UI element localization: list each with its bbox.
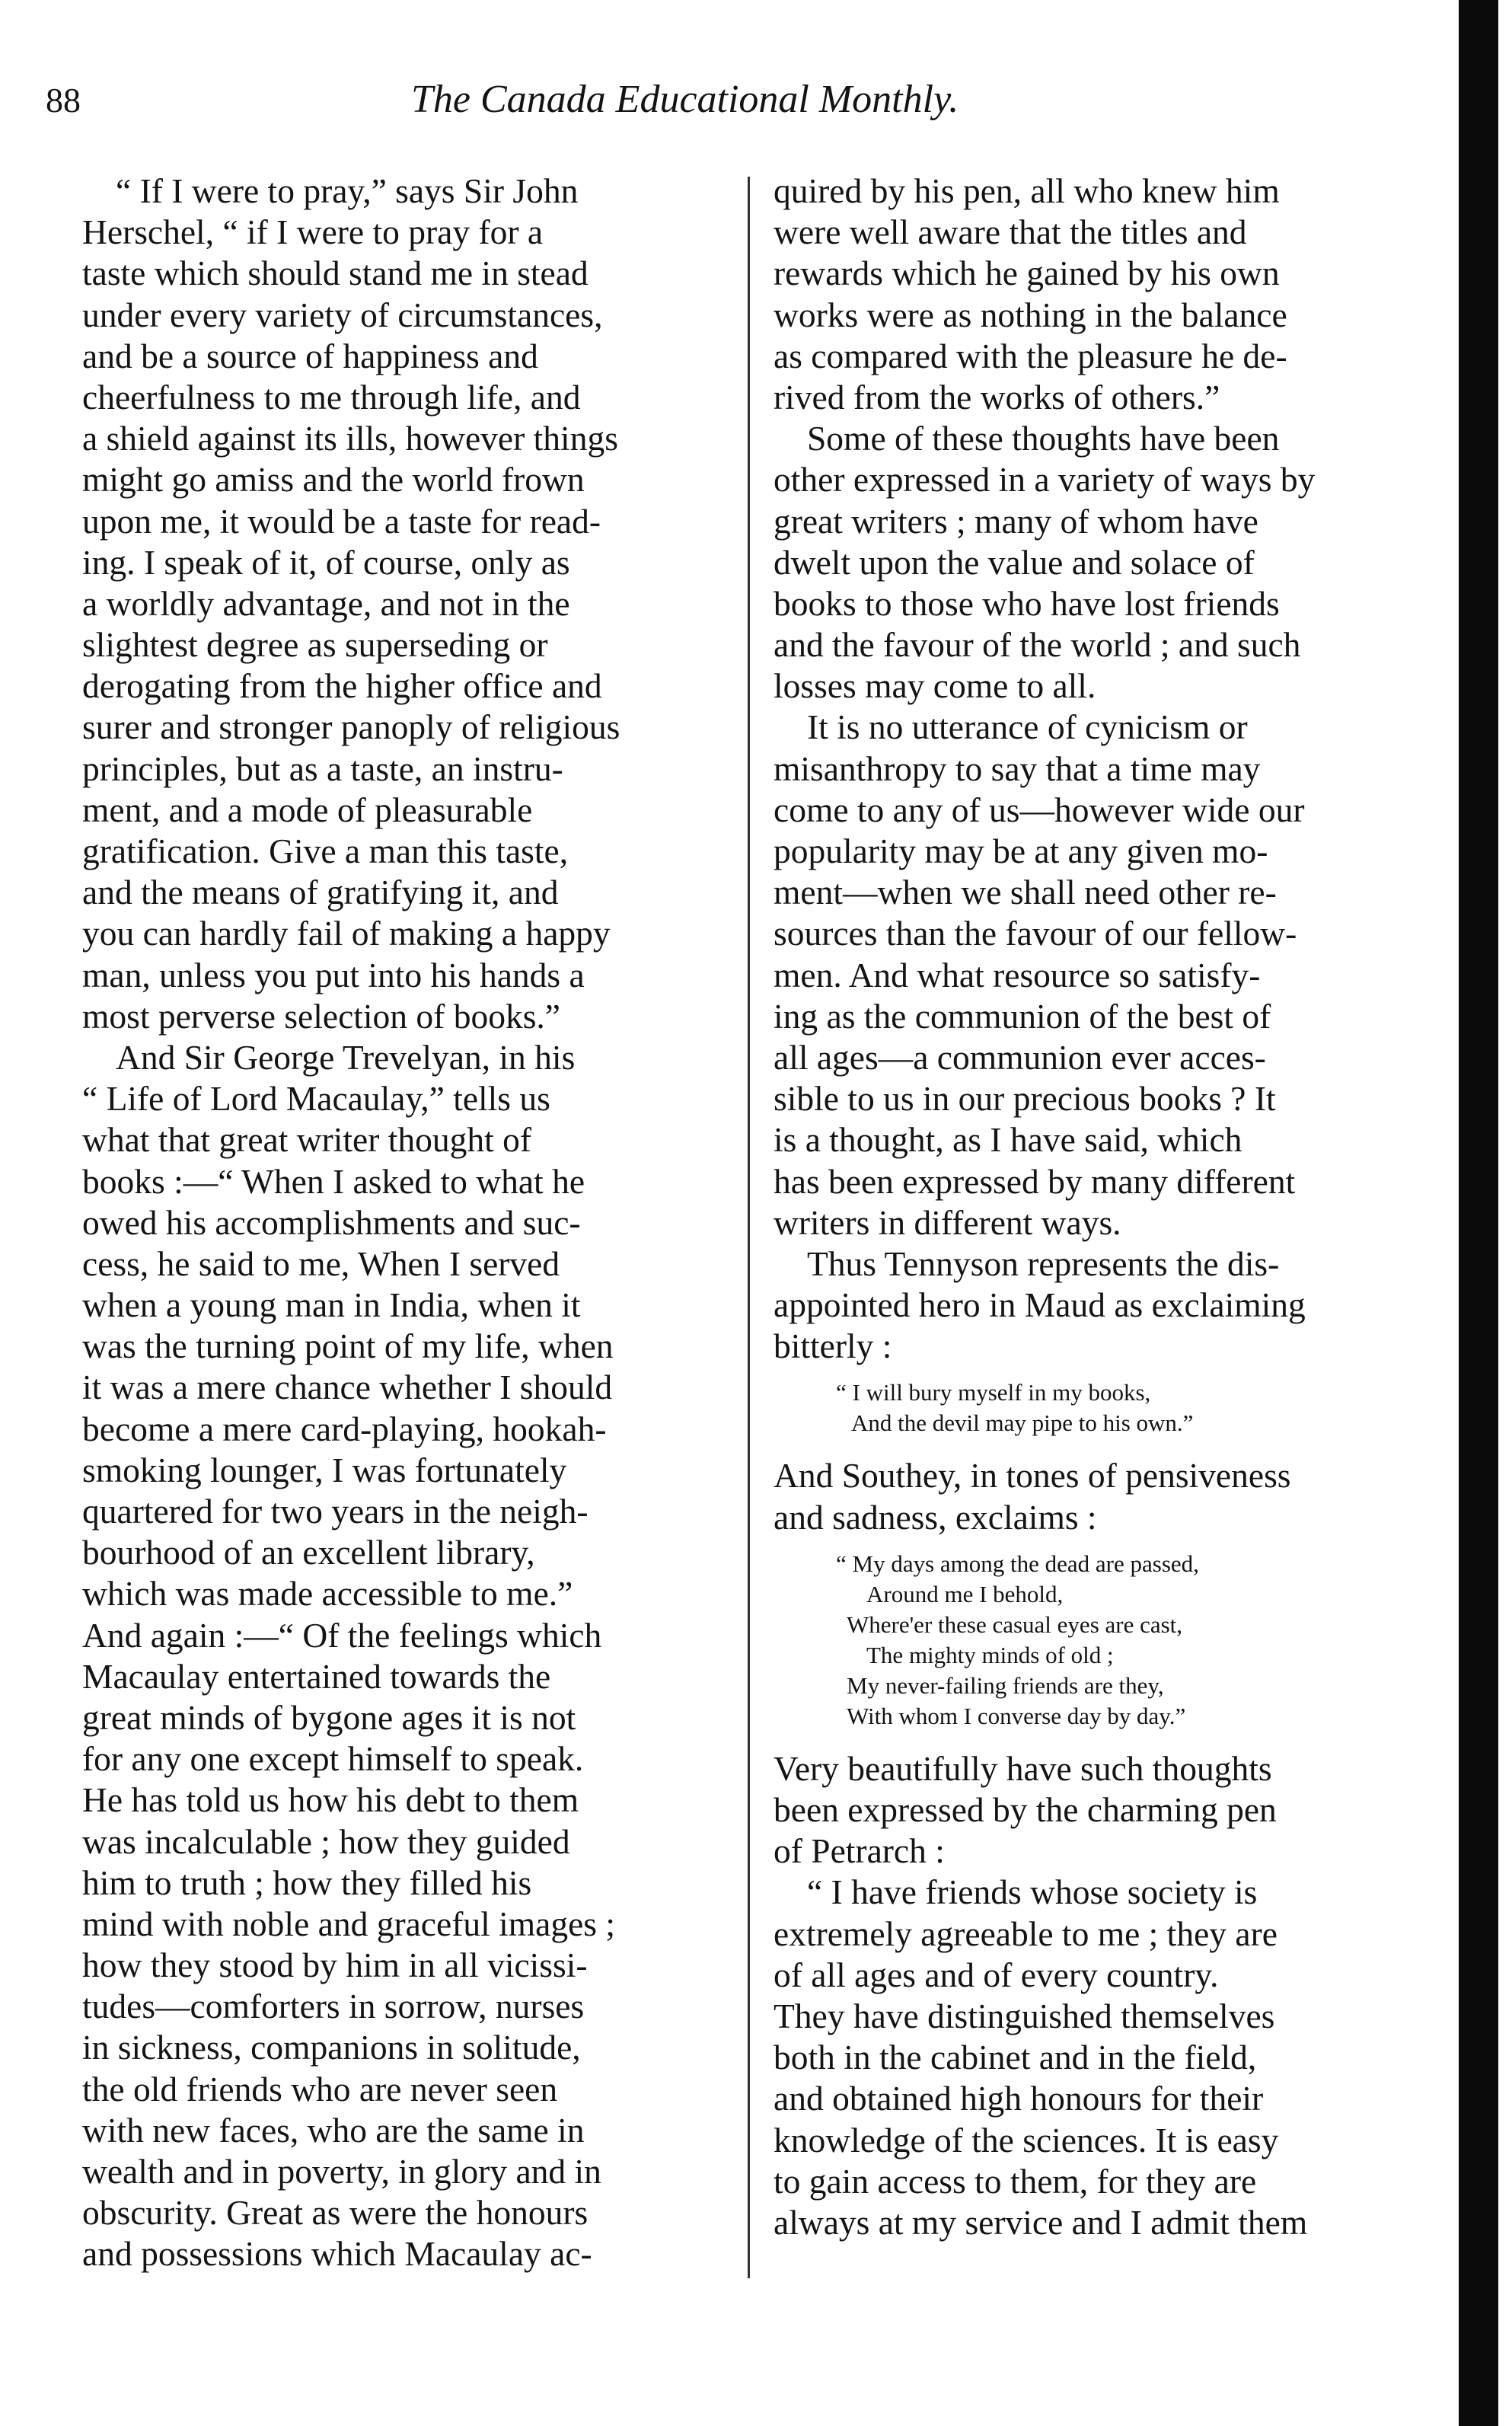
text-line: tudes—comforters in sorrow, nurses [82, 1987, 585, 2026]
text-line: always at my service and I admit them [774, 2202, 1308, 2242]
text-line: books to those who have lost friends [774, 583, 1280, 623]
text-line: how they stood by him in all vicissi- [82, 1946, 588, 1985]
text-line: was the turning point of my life, when [82, 1326, 614, 1366]
text-line: all ages—a communion ever acces- [774, 1037, 1266, 1077]
southey-verse [774, 1549, 1413, 1732]
running-head: The Canada Educational Monthly. [411, 78, 959, 121]
text-line: ing as the communion of the best of [774, 996, 1271, 1036]
verse-line: Where'er these casual eyes are cast, [847, 1610, 1183, 1638]
text-line: bourhood of an excellent library, [82, 1533, 535, 1572]
text-line: slightest degree as superseding or [82, 625, 548, 665]
text-line: books :—“ When I asked to what he [82, 1161, 585, 1201]
tennyson-verse [774, 1377, 1413, 1438]
text-line: Thus Tennyson represents the dis- [807, 1243, 1280, 1283]
text-line: gratification. Give a man this taste, [82, 832, 569, 870]
text-line: great writers ; many of whom have [774, 501, 1258, 541]
text-line: been expressed by the charming pen [774, 1790, 1277, 1829]
text-line: and possessions which Macaulay ac- [82, 2234, 592, 2274]
text-line: great minds of bygone ages it is not [82, 1697, 576, 1737]
verse-line: “ I will bury myself in my books, [836, 1379, 1151, 1406]
text-line: And again :—“ Of the feelings which [82, 1615, 602, 1655]
text-line: obscurity. Great as were the honours [82, 2193, 589, 2233]
text-line: extremely agreeable to me ; they are [774, 1914, 1278, 1953]
text-line: for any one except himself to speak. [82, 1739, 584, 1779]
verse-line: “ My days among the dead are passed, [836, 1550, 1199, 1577]
text-line: other expressed in a variety of ways by [774, 460, 1316, 500]
text-line: It is no utterance of cynicism or [807, 707, 1248, 747]
text-line: men. And what resource so satisfy- [774, 955, 1261, 994]
text-line: smoking lounger, I was fortunately [82, 1450, 567, 1489]
text-line: in sickness, companions in solitude, [82, 2028, 581, 2067]
text-line: bitterly : [774, 1326, 892, 1366]
text-line: might go amiss and the world frown [82, 460, 585, 500]
text-line: taste which should stand me in stead [82, 254, 589, 293]
text-line: become a mere card-playing, hookah- [82, 1409, 607, 1448]
text-line: were well aware that the titles and [774, 212, 1247, 252]
text-line: They have distinguished themselves [774, 1996, 1275, 2035]
text-line: Macaulay entertained towards the [82, 1656, 551, 1696]
scan-edge-bar [1459, 0, 1498, 2426]
text-line: quired by his pen, all who knew him [774, 171, 1280, 210]
verse-line: And the devil may pipe to his own.” [851, 1409, 1194, 1437]
text-line: upon me, it would be a taste for read- [82, 501, 601, 541]
text-line: to gain access to them, for they are [774, 2161, 1257, 2201]
text-line: is a thought, as I have said, which [774, 1120, 1242, 1160]
verse-line: Around me I behold, [866, 1580, 1064, 1607]
text-line: a shield against its ills, however things [82, 419, 618, 458]
text-line: which was made accessible to me.” [82, 1574, 573, 1614]
text-line: Herschel, “ if I were to pray for a [82, 212, 544, 252]
verse-line: With whom I converse day by day.” [847, 1702, 1186, 1729]
text-line: mind with noble and graceful images ; [82, 1904, 616, 1943]
text-line: both in the cabinet and in the field, [774, 2038, 1257, 2077]
text-line: was incalculable ; how they guided [82, 1821, 570, 1861]
verse-line: The mighty minds of old ; [866, 1641, 1114, 1668]
text-line: wealth and in poverty, in glory and in [82, 2152, 601, 2191]
text-line: as compared with the pleasure he de- [774, 336, 1287, 375]
text-line: ment—when we shall need other re- [774, 873, 1277, 912]
text-line: popularity may be at any given mo- [774, 832, 1268, 870]
text-line: come to any of us—however wide our [774, 790, 1305, 829]
text-line: most perverse selection of books.” [82, 996, 560, 1036]
text-line: has been expressed by many different [774, 1161, 1296, 1201]
text-line: when a young man in India, when it [82, 1285, 581, 1325]
page-number: 88 [46, 81, 81, 120]
text-line: cheerfulness to me through life, and [82, 377, 581, 417]
text-line: the old friends who are never seen [82, 2069, 558, 2108]
text-line: derogating from the higher office and [82, 666, 602, 706]
text-line: quartered for two years in the neigh- [82, 1492, 589, 1531]
text-line: a worldly advantage, and not in the [82, 583, 570, 623]
text-line: He has told us how his debt to them [82, 1780, 579, 1820]
text-line: you can hardly fail of making a happy [82, 914, 611, 953]
text-line: rewards which he gained by his own [774, 254, 1280, 293]
text-line: and the favour of the world ; and such [774, 625, 1301, 665]
text-line: and obtained high honours for their [774, 2079, 1264, 2118]
text-line: surer and stronger panoply of religious [82, 707, 620, 747]
text-line: of Petrarch : [774, 1831, 945, 1871]
text-line: And Southey, in tones of pensiveness [774, 1456, 1291, 1496]
text-line: with new faces, who are the same in [82, 2110, 585, 2150]
text-line: and be a source of happiness and [82, 336, 538, 375]
text-line: “ If I were to pray,” says Sir John [116, 171, 579, 210]
text-line: it was a mere chance whether I should [82, 1368, 613, 1407]
text-line: “ Life of Lord Macaulay,” tells us [82, 1079, 550, 1119]
text-line: sources than the favour of our fellow- [774, 914, 1297, 953]
text-line: misanthropy to say that a time may [774, 749, 1261, 788]
text-line: him to truth ; how they filled his [82, 1863, 532, 1902]
text-line: of all ages and of every country. [774, 1955, 1219, 1994]
text-line: cess, he said to me, When I served [82, 1243, 560, 1283]
text-line: knowledge of the sciences. It is easy [774, 2120, 1279, 2159]
text-line: dwelt upon the value and solace of [774, 542, 1255, 582]
text-line: man, unless you put into his hands a [82, 955, 585, 994]
column-rule [748, 177, 750, 2278]
text-line: rived from the works of others.” [774, 377, 1220, 417]
text-line: ing. I speak of it, of course, only as [82, 542, 570, 582]
text-line: losses may come to all. [774, 666, 1096, 706]
text-line: works were as nothing in the balance [774, 295, 1287, 334]
text-line: “ I have friends whose society is [807, 1872, 1258, 1912]
text-line: and sadness, exclaims : [774, 1497, 1097, 1537]
text-line: And Sir George Trevelyan, in his [116, 1037, 576, 1077]
verse-line: My never-failing friends are they, [847, 1671, 1164, 1699]
text-line: under every variety of circumstances, [82, 295, 603, 334]
left-column [82, 171, 726, 2275]
text-line: Some of these thoughts have been [807, 419, 1280, 458]
text-line: appointed hero in Maud as exclaiming [774, 1285, 1306, 1325]
text-line: what that great writer thought of [82, 1120, 532, 1160]
text-line: Very beautifully have such thoughts [774, 1748, 1272, 1788]
text-line: and the means of gratifying it, and [82, 873, 559, 912]
right-column [774, 171, 1413, 2243]
text-line: ment, and a mode of pleasurable [82, 790, 533, 829]
text-line: principles, but as a taste, an instru- [82, 749, 563, 788]
text-line: owed his accomplishments and suc- [82, 1202, 581, 1242]
text-line: sible to us in our precious books ? It [774, 1079, 1276, 1119]
text-line: writers in different ways. [774, 1202, 1121, 1242]
